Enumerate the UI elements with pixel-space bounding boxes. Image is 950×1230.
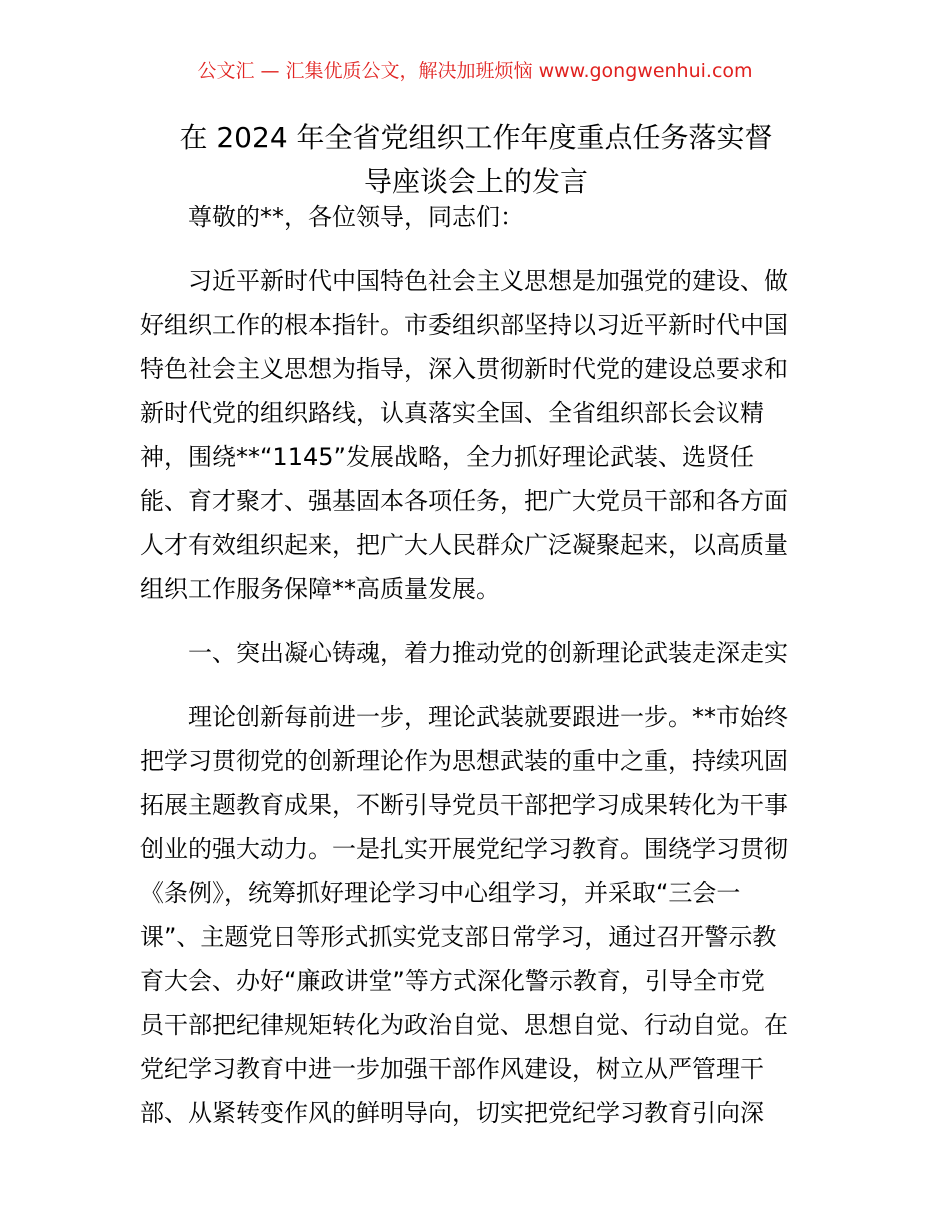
text-line: 育大会、办好“廉政讲堂”等方式深化警示教育，引导全市党 bbox=[140, 967, 765, 995]
section-heading-1 bbox=[140, 631, 812, 675]
document-body bbox=[140, 195, 812, 1135]
paragraph-intro bbox=[140, 259, 812, 611]
title-line-1: 在 2024 年全省党组织工作年度重点任务落实督 bbox=[179, 121, 773, 154]
salutation: 尊敬的**，各位领导，同志们： bbox=[188, 203, 524, 231]
text-line: 习近平新时代中国特色社会主义思想是加强党的建设、做 bbox=[188, 267, 788, 295]
text-line: 党纪学习教育中进一步加强干部作风建设，树立从严管理干 bbox=[140, 1055, 764, 1083]
text-line: 《条例》，统筹抓好理论学习中心组学习，并采取“三会一 bbox=[140, 879, 741, 907]
text-line: 新时代党的组织路线，认真落实全国、全省组织部长会议精 bbox=[140, 399, 764, 427]
text-line: 特色社会主义思想为指导，深入贯彻新时代党的建设总要求和 bbox=[140, 355, 788, 383]
title-line-2: 导座谈会上的发言 bbox=[363, 165, 588, 198]
text-line: 创业的强大动力。一是扎实开展党纪学习教育。围绕学习贯彻 bbox=[140, 835, 788, 863]
section-heading-text: 一、突出凝心铸魂，着力推动党的创新理论武装走深走实 bbox=[188, 639, 788, 667]
text-line: 员干部把纪律规矩转化为政治自觉、思想自觉、行动自觉。在 bbox=[140, 1011, 788, 1039]
text-line: 拓展主题教育成果，不断引导党员干部把学习成果转化为干事 bbox=[140, 791, 788, 819]
text-line: 课”、主题党日等形式抓实党支部日常学习，通过召开警示教 bbox=[140, 923, 777, 951]
document-title bbox=[140, 116, 812, 204]
text-line: 人才有效组织起来，把广大人民群众广泛凝聚起来，以高质量 bbox=[140, 531, 788, 559]
text-line: 能、育才聚才、强基固本各项任务，把广大党员干部和各方面 bbox=[140, 487, 788, 515]
text-line: 组织工作服务保障**高质量发展。 bbox=[140, 575, 500, 603]
text-line: 把学习贯彻党的创新理论作为思想武装的重中之重，持续巩固 bbox=[140, 747, 788, 775]
text-line: 部、从紧转变作风的鲜明导向，切实把党纪学习教育引向深 bbox=[140, 1099, 764, 1127]
text-line: 好组织工作的根本指针。市委组织部坚持以习近平新时代中国 bbox=[140, 311, 788, 339]
site-header-banner[interactable]: 公文汇 — 汇集优质公文，解决加班烦恼 www.gongwenhui.com bbox=[197, 60, 753, 82]
paragraph-section-1 bbox=[140, 695, 812, 1135]
text-line: 神，围绕**“1145”发展战略，全力抓好理论武装、选贤任 bbox=[140, 443, 754, 471]
text-line: 理论创新每前进一步，理论武装就要跟进一步。**市始终 bbox=[188, 703, 788, 731]
